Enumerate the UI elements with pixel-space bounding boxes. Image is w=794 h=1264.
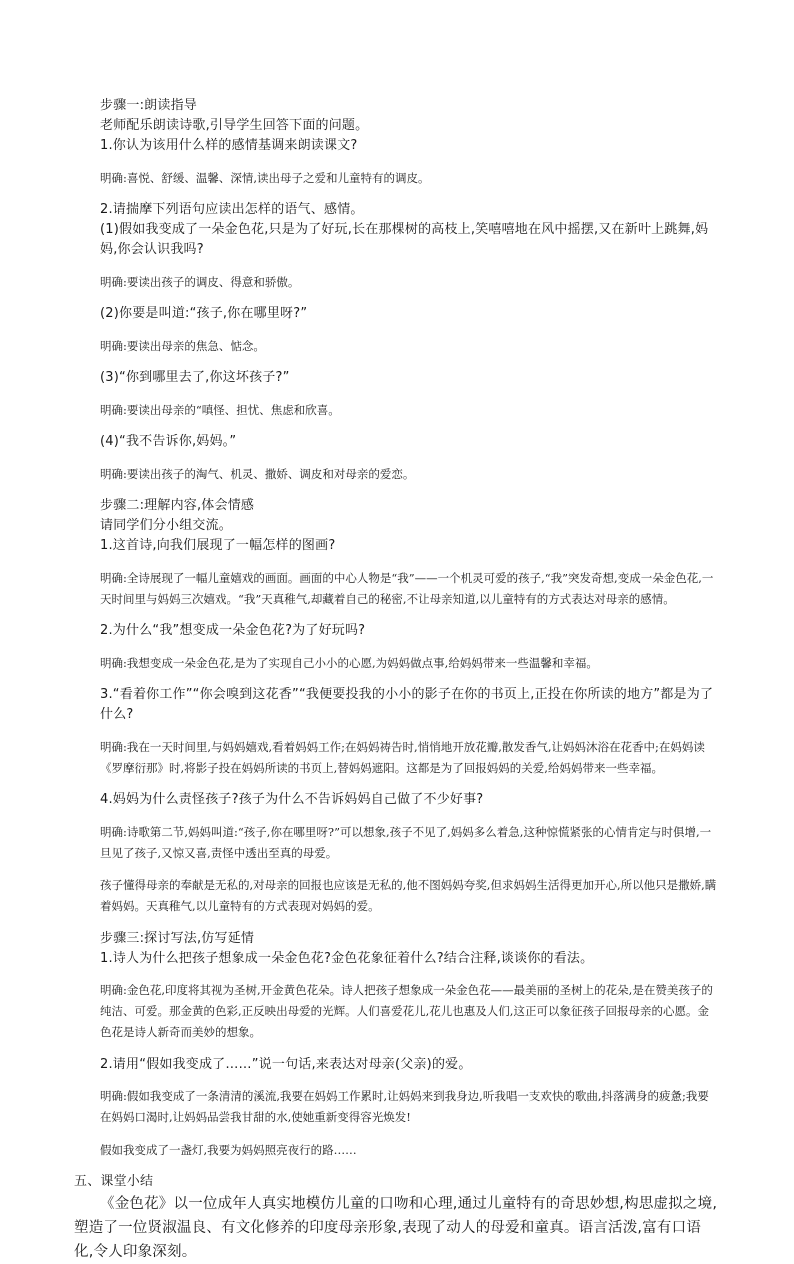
step1-heading: 步骤一:朗读指导	[100, 98, 197, 113]
step2-question-1: 1.这首诗,向我们展现了一幅怎样的图画?	[100, 538, 336, 553]
document-body	[74, 96, 720, 1264]
step1-sentence-4: (4)“我不告诉你,妈妈。”	[100, 434, 237, 449]
section5-heading: 五、课堂小结	[74, 1174, 154, 1189]
step3-answer-2b: 假如我变成了一盏灯,我要为妈妈照亮夜行的路……	[100, 1142, 357, 1157]
step1-sentence-4-answer: 明确:要读出孩子的淘气、机灵、撒娇、调皮和对母亲的爱恋。	[100, 466, 415, 481]
step1-question-2: 2.请揣摩下列语句应读出怎样的语气、感情。	[100, 202, 364, 217]
step3-answer-1: 明确:金色花,印度将其视为圣树,开金黄色花朵。诗人把孩子想象成一朵金色花——最美丽的圣树上的花朵,是在赞美孩子的纯洁、可爱。那金黄的色彩,正反映出母爱的光辉。人们喜爱花儿,花儿也惠及人们,这正可以象征孩子回报母亲的心愿。金色花是诗人新奇而美妙的想象。	[100, 983, 713, 1039]
step1-sentence-1-answer: 明确:要读出孩子的调皮、得意和骄傲。	[100, 274, 300, 289]
step3-heading: 步骤三:探讨写法,仿写延情	[100, 930, 255, 946]
step2-answer-1: 明确:全诗展现了一幅儿童嬉戏的画面。画面的中心人物是“我”——一个机灵可爱的孩子,“我”突发奇想,变成一朵金色花,一天时间里与妈妈三次嬉戏。“我”天真稚气,却藏着自己的秘密,不让母亲知道,以儿童特有的方式表达对母亲的感情。	[100, 570, 714, 606]
step2-question-2: 2.为什么“我”想变成一朵金色花?为了好玩吗?	[100, 623, 366, 638]
step2-answer-2: 明确:我想变成一朵金色花,是为了实现自己小小的心愿,为妈妈做点事,给妈妈带来一些温馨和幸福。	[100, 655, 598, 670]
step2-answer-4a: 明确:诗歌第二节,妈妈叫道:“孩子,你在哪里呀?”可以想象,孩子不见了,妈妈多么着急,这种惊慌紧张的心情肯定与时俱增,一旦见了孩子,又惊又喜,责怪中透出至真的母爱。	[100, 824, 712, 860]
step3-answer-2: 明确:假如我变成了一条清清的溪流,我要在妈妈工作累时,让妈妈来到我身边,听我唱一支欢快的歌曲,抖落满身的疲惫;我要在妈妈口渴时,让妈妈品尝我甘甜的水,使她重新变得容光焕发!	[100, 1089, 709, 1124]
step1-intro: 老师配乐朗读诗歌,引导学生回答下面的问题。	[100, 118, 369, 133]
step1-sentence-3: (3)“你到哪里去了,你这坏孩子?”	[100, 370, 290, 385]
step2-answer-3: 明确:我在一天时间里,与妈妈嬉戏,看着妈妈工作;在妈妈祷告时,悄悄地开放花瓣,散发香气,让妈妈沐浴在花香中;在妈妈读《罗摩衍那》时,将影子投在妈妈所读的书页上,替妈妈遮阳。这都是为了回报妈妈的关爱,给妈妈带来一些幸福。	[100, 739, 705, 775]
step3-question-2: 2.请用“假如我变成了……”说一句话,来表达对母亲(父亲)的爱。	[100, 1056, 472, 1072]
step1-sentence-2: (2)你要是叫道:“孩子,你在哪里呀?”	[100, 306, 308, 321]
step1-sentence-2-answer: 明确:要读出母亲的焦急、惦念。	[100, 338, 265, 353]
step2-question-3: 3.“看着你工作”“你会嗅到这花香”“我便要投我的小小的影子在你的书页上,正投在你所读的地方”都是为了什么?	[100, 687, 714, 722]
step2-answer-4b: 孩子懂得母亲的奉献是无私的,对母亲的回报也应该是无私的,他不图妈妈夸奖,但求妈妈生活得更加开心,所以他只是撒娇,瞒着妈妈。天真稚气,以儿童特有的方式表现对妈妈的爱。	[100, 878, 717, 913]
step1-sentence-3-answer: 明确:要读出母亲的“嗔怪、担忧、焦虑和欣喜。	[100, 402, 340, 417]
step1-question-1: 1.你认为该用什么样的感情基调来朗读课文?	[100, 138, 358, 153]
step1-answer-1: 明确:喜悦、舒缓、温馨、深情,读出母子之爱和儿童特有的调皮。	[100, 170, 430, 185]
section5-summary: 《金色花》以一位成年人真实地模仿儿童的口吻和心理,通过儿童特有的奇思妙想,构思虚拟之境,塑造了一位贤淑温良、有文化修养的印度母亲形象,表现了动人的母爱和童真。语言活泼,富有口语化,令人印象深刻。	[74, 1196, 718, 1260]
step2-intro: 请同学们分小组交流。	[100, 518, 233, 533]
step1-sentence-1: (1)假如我变成了一朵金色花,只是为了好玩,长在那棵树的高枝上,笑嘻嘻地在风中摇摆,又在新叶上跳舞,妈妈,你会认识我吗?	[100, 222, 709, 257]
step2-heading: 步骤二:理解内容,体会情感	[100, 498, 255, 513]
step3-question-1: 1.诗人为什么把孩子想象成一朵金色花?金色花象征着什么?结合注释,谈谈你的看法。	[100, 950, 594, 966]
step2-question-4: 4.妈妈为什么责怪孩子?孩子为什么不告诉妈妈自己做了不少好事?	[100, 792, 484, 807]
